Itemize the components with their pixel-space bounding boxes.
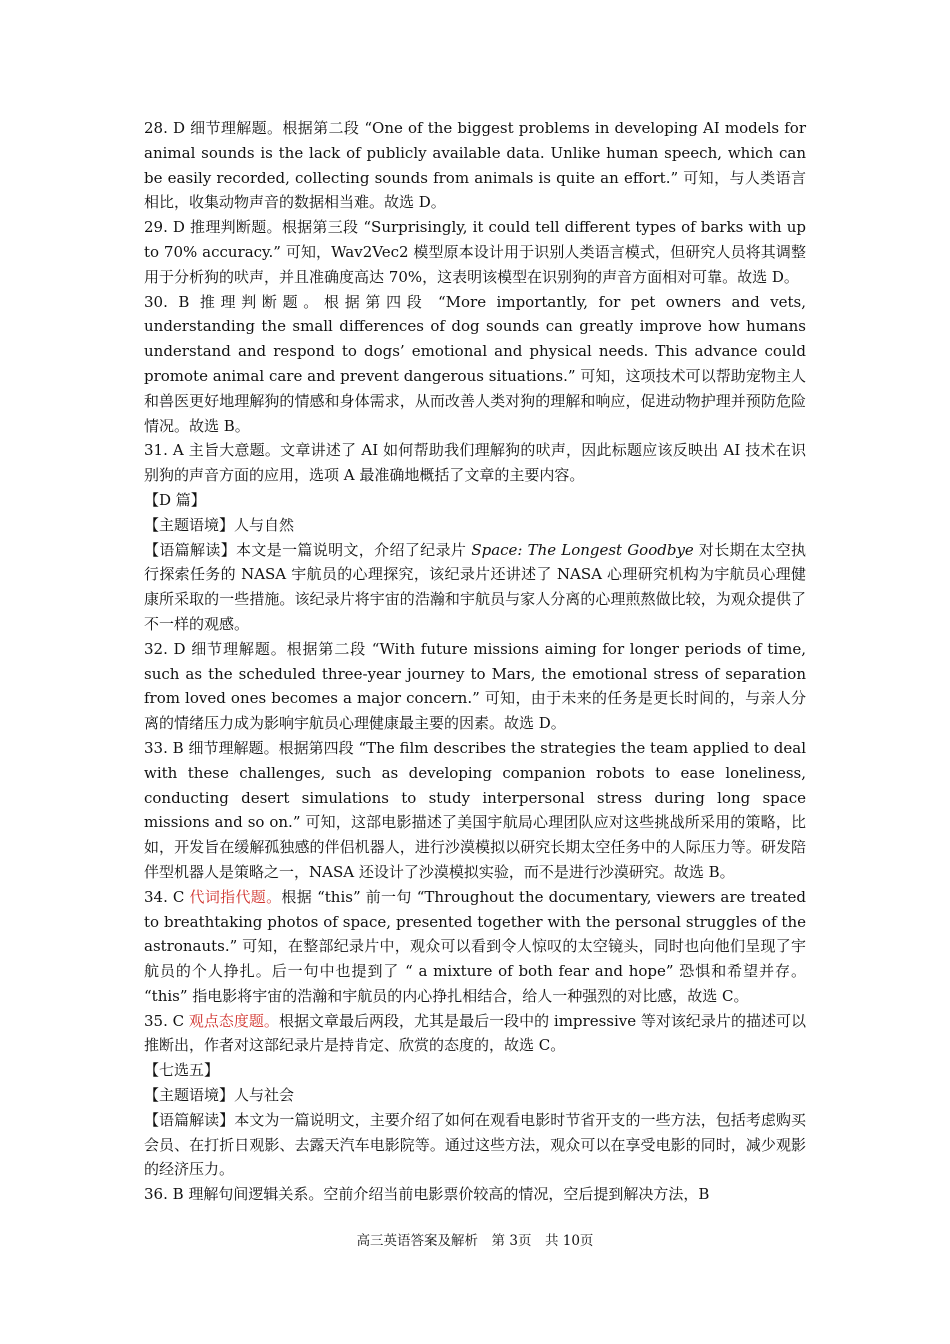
text-run: 【语篇解读】本文是一篇说明文，介绍了纪录片: [144, 540, 472, 559]
paragraph-q35: [144, 1009, 806, 1059]
text-run: 34. C: [144, 887, 190, 906]
text-run: 28. D 细节理解题。根据第二段 “One of the biggest problems in developing AI models for animal sounds is the lack of publicly available data. Unlike human speech, which can be easily recorded, collecting sounds from animals is quite an effort.” 可知，与人类语言相比，收集动物声音的数据相当难。故选 D。: [144, 119, 806, 212]
text-run: 30. B 推理判断题。根据第四段 “More importantly, for pet owners and vets, understanding the small differences of dog sounds can greatly improve how humans understand and respond to dogs’ emotional and physical needs. This advance could promote animal care and prevent dangerous situations.” 可知，这项技术可以帮助宠物主人和兽医更好地理解狗的情感和身体需求，从而改善人类对狗的理解和响应，促进动物护理并预防危险情况。故选 B。: [144, 292, 806, 435]
text-run: 根据 “this” 前一句 “Throughout the documentary, viewers are treated to breathtaking photos of space, presented together with the personal struggles of the astronauts.” 可知，在整部纪录片中，观众可以看到令人惊叹的太空镜头，同时也向他们呈现了宇航员的个人挣扎。后一句中也提到了 “ a mixture of both fear and hope” 恐惧和希望并存。 “this” 指电影将宇宙的浩瀚和宇航员的内心挣扎相结合，给人一种强烈的对比感，故选 C。: [144, 887, 806, 1005]
paragraph-theme_seven: [144, 1083, 806, 1108]
paragraph-q32: [144, 637, 806, 736]
paragraph-section_d: [144, 488, 806, 513]
text-run: 观点态度题。: [188, 1011, 279, 1030]
paragraph-theme_d: [144, 513, 806, 538]
text-run: 【主题语境】人与社会: [144, 1086, 295, 1105]
paragraph-q30: [144, 290, 806, 439]
text-run: 根据文章最后两段，尤其是最后一段中的 impressive 等对该纪录片的描述可以推断出，作者对这部纪录片是持肯定、欣赏的态度的，故选 C。: [144, 1011, 806, 1055]
text-run: 29. D 推理判断题。根据第三段 “Surprisingly, it could tell different types of barks with up to 70% accuracy.” 可知，Wav2Vec2 模型原本设计用于识别人类语言模式，但研究人员将其调整用于分析狗的吠声，并且准确度高达 70%，这表明该模型在识别狗的声音方面相对可靠。故选 D。: [144, 218, 806, 286]
page-footer: 高三英语答案及解析 第 3页 共 10页: [356, 1233, 594, 1249]
paragraph-q36: [144, 1182, 806, 1207]
paragraph-q34: [144, 885, 806, 1009]
text-run: 35. C: [144, 1011, 189, 1030]
text-run: 33. B 细节理解题。根据第四段 “The film describes the strategies the team applied to deal with these challenges, such as developing companion robots to ease loneliness, conducting desert simulations to study interpersonal stress during long space missions and so on.” 可知，这部电影描述了美国宇航局心理团队应对这些挑战所采用的策略，比如，开发旨在缓解孤独感的伴侣机器人，进行沙漠模拟以研究长期太空任务中的人际压力等。研发陪伴型机器人是策略之一，NASA 还设计了沙漠模拟实验，而不是进行沙漠研究。故选 B。: [144, 738, 806, 881]
paragraph-reading_seven: [144, 1108, 806, 1182]
text-run: 对长期在太空执行探索任务的 NASA 宇航员的心理探究，该纪录片还讲述了 NASA 心理研究机构为宇航员心理健康所采取的一些措施。该纪录片将宇宙的浩瀚和宇航员与家人分离的心理煎熬做比较，为观众提供了不一样的观感。: [144, 540, 806, 633]
text-run: 【语篇解读】本文为一篇说明文，主要介绍了如何在观看电影时节省开支的一些方法，包括考虑购买会员、在打折日观影、去露天汽车电影院等。通过这些方法，观众可以在享受电影的同时，减少观影的经济压力。: [144, 1110, 806, 1179]
paragraph-q31: [144, 438, 806, 488]
paragraph-section_seven: [144, 1058, 806, 1083]
text-run: 【七选五】: [144, 1061, 220, 1080]
text-run: 31. A 主旨大意题。文章讲述了 AI 如何帮助我们理解狗的吠声，因此标题应该反映出 AI 技术在识别狗的声音方面的应用，选项 A 最准确地概括了文章的主要内容。: [144, 441, 806, 485]
paragraph-q28: [144, 116, 806, 215]
text-run: Space: The Longest Goodbye: [471, 540, 694, 559]
paragraph-q29: [144, 215, 806, 289]
text-run: 36. B 理解句间逻辑关系。空前介绍当前电影票价较高的情况，空后提到解决方法，B: [144, 1185, 710, 1204]
paragraph-q33: [144, 736, 806, 885]
text-run: 【主题语境】人与自然: [144, 515, 295, 534]
paragraph-reading_d: [144, 538, 806, 637]
text-run: 32. D 细节理解题。根据第二段 “With future missions aiming for longer periods of time, such as the scheduled three-year journey to Mars, the emotional stress of separation from loved ones becomes a major concern.” 可知，由于未来的任务是更长时间的，与亲人分离的情绪压力成为影响宇航员心理健康最主要的因素。故选 D。: [144, 639, 806, 733]
text-run: 代词指代题。: [189, 887, 282, 906]
text-run: 【D 篇】: [144, 490, 206, 509]
answer-content: [144, 116, 806, 1207]
